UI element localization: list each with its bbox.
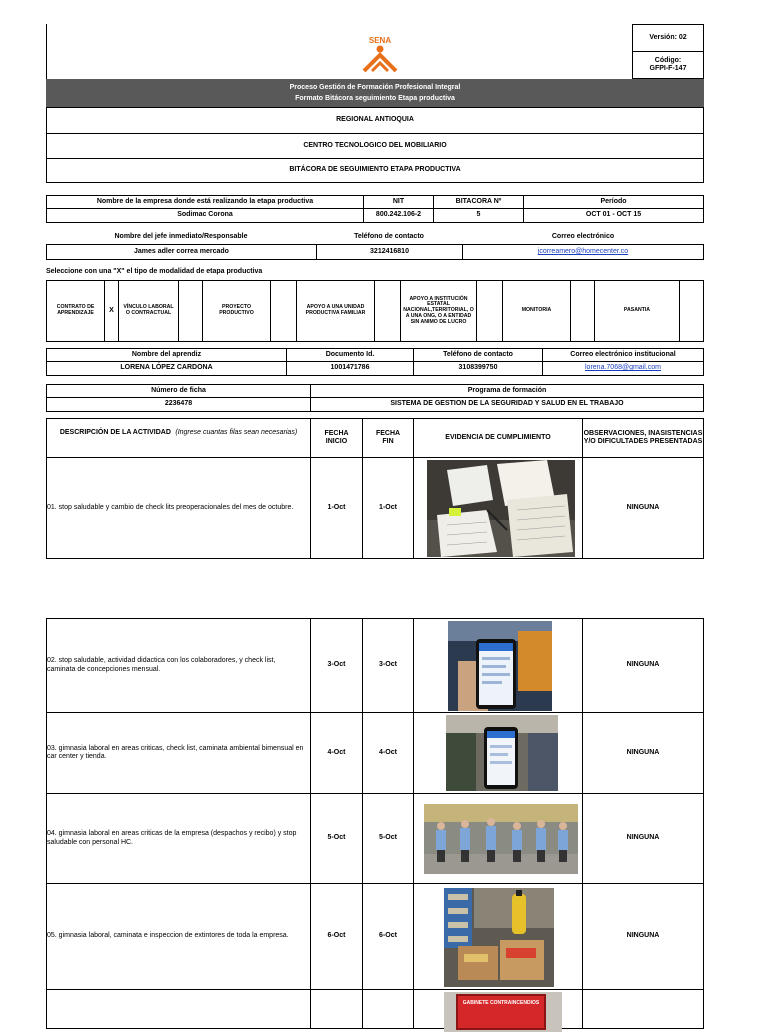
activity-row-3-evidence <box>413 712 583 794</box>
code-label: Código: <box>654 56 682 64</box>
activity-row-5-obs <box>582 883 704 990</box>
code-box <box>632 51 704 79</box>
version-box <box>632 24 704 52</box>
activities-header-evidence <box>413 418 583 458</box>
modality-institucion-box[interactable] <box>477 281 503 342</box>
activity-row-4-desc <box>46 793 311 884</box>
modality-proyecto: PROYECTO PRODUCTIVO <box>203 281 271 342</box>
process-banner <box>46 79 704 107</box>
log-no-label: BITACORA Nº <box>434 196 524 209</box>
boss-email-link[interactable]: jcorreamero@homecenter.co <box>537 247 629 255</box>
modality-institucion: APOYO A INSTITUCIÓN ESTATAL NACIONAL,TERRITORIAL, O A UNA ONG, O A ENTIDAD SIN ANIMO DE LUCRO <box>401 281 477 342</box>
apprentice-doc: 1001471786 <box>287 362 414 376</box>
activity-row-2-desc <box>46 618 311 713</box>
format-title: Formato Bitácora seguimiento Etapa productiva <box>295 95 455 102</box>
program-value: SISTEMA DE GESTION DE LA SEGURIDAD Y SALUD EN EL TRABAJO <box>311 398 704 412</box>
activities-header-end <box>362 418 414 458</box>
activity-row-1-evidence <box>413 457 583 559</box>
papers-photo-icon[interactable] <box>427 460 575 557</box>
activity-row-3-obs <box>582 712 704 794</box>
log-no-value: 5 <box>434 209 524 223</box>
activity-1-end: 1-Oct <box>379 503 397 511</box>
apprentice-table <box>46 348 704 376</box>
activity-3-start: 4-Oct <box>327 748 346 756</box>
activity-5-start: 6-Oct <box>327 932 346 940</box>
evidence-header-text: EVIDENCIA DE CUMPLIMIENTO <box>445 433 551 441</box>
activity-5-desc-text: 05. gimnasia laboral, caminata e inspeccion de extintores de toda la empresa. <box>47 932 289 940</box>
modality-proyecto-box[interactable] <box>271 281 297 342</box>
phone-store-photo-icon[interactable] <box>446 715 558 791</box>
file-label: Número de ficha <box>47 385 311 398</box>
boss-name: James adler correa mercado <box>47 245 317 260</box>
apprentice-name-label: Nombre del aprendiz <box>47 349 287 362</box>
modality-instruction: Seleccione con una "X" el tipo de modalidad de etapa productiva <box>46 268 263 275</box>
apprentice-phone: 3108399750 <box>414 362 543 376</box>
activity-row-5-evidence <box>413 883 583 990</box>
cabinet-label: GABINETE CONTRAINCENDIOS <box>456 994 546 1030</box>
nit-label: NIT <box>364 196 434 209</box>
apprentice-name: LORENA LÓPEZ CARDONA <box>47 362 287 376</box>
activity-row-3-start <box>310 712 363 794</box>
activity-5-end: 6-Oct <box>379 932 397 940</box>
activity-3-obs: NINGUNA <box>626 748 660 756</box>
regional-text: REGIONAL ANTIOQUIA <box>336 116 414 124</box>
activity-4-obs: NINGUNA <box>626 834 660 842</box>
activity-row-4-end <box>362 793 414 884</box>
program-table <box>46 384 704 412</box>
group-exercise-photo-icon[interactable] <box>424 804 578 874</box>
activity-row-6-end <box>362 989 414 1029</box>
phone-photo-icon[interactable] <box>448 621 552 711</box>
log-title-text: BITÁCORA DE SEGUIMIENTO ETAPA PRODUCTIVA <box>289 166 461 174</box>
center-row <box>46 133 704 159</box>
modality-contrato: CONTRATO DE APRENDIZAJE <box>47 281 105 342</box>
activities-header-obs <box>582 418 704 458</box>
activity-row-1-start <box>310 457 363 559</box>
activity-5-obs: NINGUNA <box>626 932 660 940</box>
period-label: Período <box>524 196 704 209</box>
extinguisher-photo-icon[interactable] <box>444 888 554 987</box>
activity-row-1-desc <box>46 457 311 559</box>
activity-row-5-start <box>310 883 363 990</box>
file-value: 2236478 <box>47 398 311 412</box>
activity-3-desc-text: 03. gimnasia laboral en areas criticas, check list, caminata ambiental bimensual en car center y tienda. <box>47 744 304 760</box>
activity-row-2-obs <box>582 618 704 713</box>
activity-row-6-start <box>310 989 363 1029</box>
modality-unidad-familiar: APOYO A UNA UNIDAD PRODUCTIVA FAMILIAR <box>297 281 375 342</box>
sena-logo-icon <box>360 45 400 73</box>
activity-2-start: 3-Oct <box>327 661 346 669</box>
activities-header-start <box>310 418 363 458</box>
boss-phone: 3212416810 <box>317 245 463 260</box>
activity-row-2-start <box>310 618 363 713</box>
modality-unidad-familiar-box[interactable] <box>375 281 401 342</box>
period-value: OCT 01 - OCT 15 <box>524 209 704 223</box>
code-value: GFPI-F-147 <box>649 65 687 72</box>
company-name: Sodimac Corona <box>47 209 364 223</box>
modality-vinculo-box[interactable] <box>179 281 203 342</box>
activity-4-desc-text: 04. gimnasia laboral en areas criticas de la empresa (despachos y recibo) y stop saludable con personal HC. <box>47 830 297 846</box>
activity-3-end: 4-Oct <box>379 748 397 756</box>
boss-table <box>46 244 704 260</box>
apprentice-doc-label: Documento Id. <box>287 349 414 362</box>
activities-desc-note: (Ingrese cuantas filas sean necesarias) <box>175 429 298 436</box>
sena-logo <box>356 36 404 74</box>
process-title: Proceso Gestión de Formación Profesional Integral <box>289 83 461 91</box>
program-label: Programa de formación <box>311 385 704 398</box>
activity-row-3-end <box>362 712 414 794</box>
modality-pasantia: PASANTIA <box>595 281 680 342</box>
activities-header-desc <box>46 418 311 458</box>
activity-row-2-evidence <box>413 618 583 713</box>
boss-email-label: Correo electrónico <box>551 233 615 240</box>
cabinet-photo-icon[interactable] <box>444 992 562 1032</box>
modality-monitoria: MONITORIA <box>503 281 571 342</box>
activity-2-desc-text: 02. stop saludable, actividad didactica con los colaboradores, y check list, caminata de concepciones mensual. <box>47 657 276 673</box>
activity-row-3-desc <box>46 712 311 794</box>
sena-logo-text: SENA <box>368 36 392 45</box>
activities-desc-header: DESCRIPCIÓN DE LA ACTIVIDAD <box>59 429 171 436</box>
activity-2-obs: NINGUNA <box>626 661 660 669</box>
activity-row-4-obs <box>582 793 704 884</box>
modality-contrato-mark[interactable]: X <box>105 281 119 342</box>
apprentice-email-label: Correo electrónico institucional <box>543 349 704 362</box>
activity-row-6-desc <box>46 989 311 1029</box>
activity-row-5-end <box>362 883 414 990</box>
activity-row-4-start <box>310 793 363 884</box>
company-table <box>46 195 704 223</box>
activity-row-6-obs <box>582 989 704 1029</box>
nit-value: 800.242.106-2 <box>364 209 434 223</box>
activity-row-6-evidence <box>413 989 583 1029</box>
start-header-text: FECHA INICIO <box>324 429 349 445</box>
activity-row-1-obs <box>582 457 704 559</box>
obs-header-text: OBSERVACIONES, INASISTENCIAS Y/O DIFICULTADES PRESENTADAS <box>583 429 703 445</box>
activity-row-1-end <box>362 457 414 559</box>
log-title-row <box>46 158 704 183</box>
end-header-text: FECHA FIN <box>375 429 401 445</box>
company-name-label: Nombre de la empresa donde está realizando la etapa productiva <box>47 196 364 209</box>
modality-vinculo: VÍNCULO LABORAL O CONTRACTUAL <box>119 281 179 342</box>
modality-table <box>46 280 704 342</box>
activity-4-start: 5-Oct <box>327 834 346 842</box>
activity-1-start: 1-Oct <box>327 503 346 511</box>
apprentice-phone-label: Teléfono de contacto <box>414 349 543 362</box>
version-text: Versión: 02 <box>649 33 687 41</box>
apprentice-email-link[interactable]: lorena.7068@gmail.com <box>585 364 661 372</box>
activity-1-desc-text: 01. stop saludable y cambio de check lits preoperacionales del mes de octubre. <box>47 503 294 511</box>
center-text: CENTRO TECNOLOGICO DEL MOBILIARIO <box>303 141 447 149</box>
activity-1-obs: NINGUNA <box>626 503 660 511</box>
activity-2-end: 3-Oct <box>379 661 397 669</box>
activity-4-end: 5-Oct <box>379 834 397 842</box>
boss-phone-label: Teléfono de contacto <box>354 233 424 240</box>
activity-row-4-evidence <box>413 793 583 884</box>
modality-pasantia-box[interactable] <box>680 281 704 342</box>
modality-monitoria-box[interactable] <box>571 281 595 342</box>
regional-row <box>46 107 704 134</box>
activity-row-2-end <box>362 618 414 713</box>
activity-row-5-desc <box>46 883 311 990</box>
boss-label: Nombre del jefe inmediato/Responsable <box>114 233 248 240</box>
header-left-line <box>46 24 47 80</box>
